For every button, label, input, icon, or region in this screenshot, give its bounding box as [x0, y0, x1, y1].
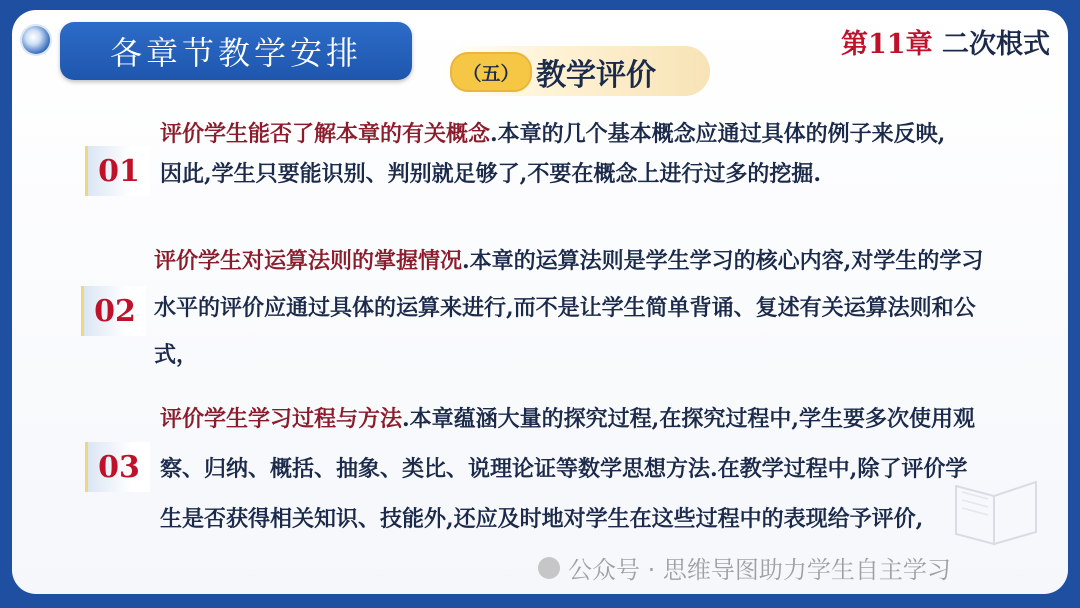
item-body-01: .本章的几个基本概念应通过具体的例子来反映,因此,学生只要能识别、判别就足够了,不要在概念上进行过多的挖掘. — [160, 121, 946, 187]
item-text-03 — [160, 394, 980, 544]
item-number-03: 03 — [88, 442, 150, 492]
watermark-text: 公众号 · 思维导图助力学生自主学习 — [568, 556, 951, 584]
chapter-title — [841, 22, 1050, 61]
watermark — [538, 550, 951, 585]
chapter-name: 二次根式 — [942, 29, 1050, 60]
item-highlight-02: 评价学生对运算法则的掌握情况 — [154, 248, 463, 274]
chapter-number: 第11章 — [841, 29, 933, 60]
section-title: 教学评价 — [536, 58, 656, 93]
banner-title: 各章节教学安排 — [109, 34, 362, 72]
item-number-02: 02 — [84, 286, 146, 336]
item-highlight-01: 评价学生能否了解本章的有关概念 — [160, 121, 491, 147]
item-text-01 — [160, 114, 960, 194]
section-badge: （五） — [450, 52, 532, 92]
item-body-02: .本章的运算法则是学生学习的核心内容,对学生的学习水平的评价应通过具体的运算来进行,而不是让学生简单背诵、复述有关运算法则和公式， — [154, 248, 984, 368]
item-text-02 — [154, 238, 990, 379]
logo-circle-icon — [22, 26, 50, 54]
item-highlight-03: 评价学生学习过程与方法 — [160, 406, 403, 432]
title-banner — [60, 22, 412, 80]
item-body-03: .本章蕴涵大量的探究过程,在探究过程中,学生要多次使用观察、归纳、概括、抽象、类比、说理论证等数学思想方法.在教学过程中,除了评价学生是否获得相关知识、技能外,还应及时地对学生在这些过程中的表现给予评价, — [160, 406, 975, 532]
book-icon — [948, 466, 1044, 550]
wechat-icon — [538, 557, 560, 579]
item-number-01: 01 — [88, 146, 150, 196]
